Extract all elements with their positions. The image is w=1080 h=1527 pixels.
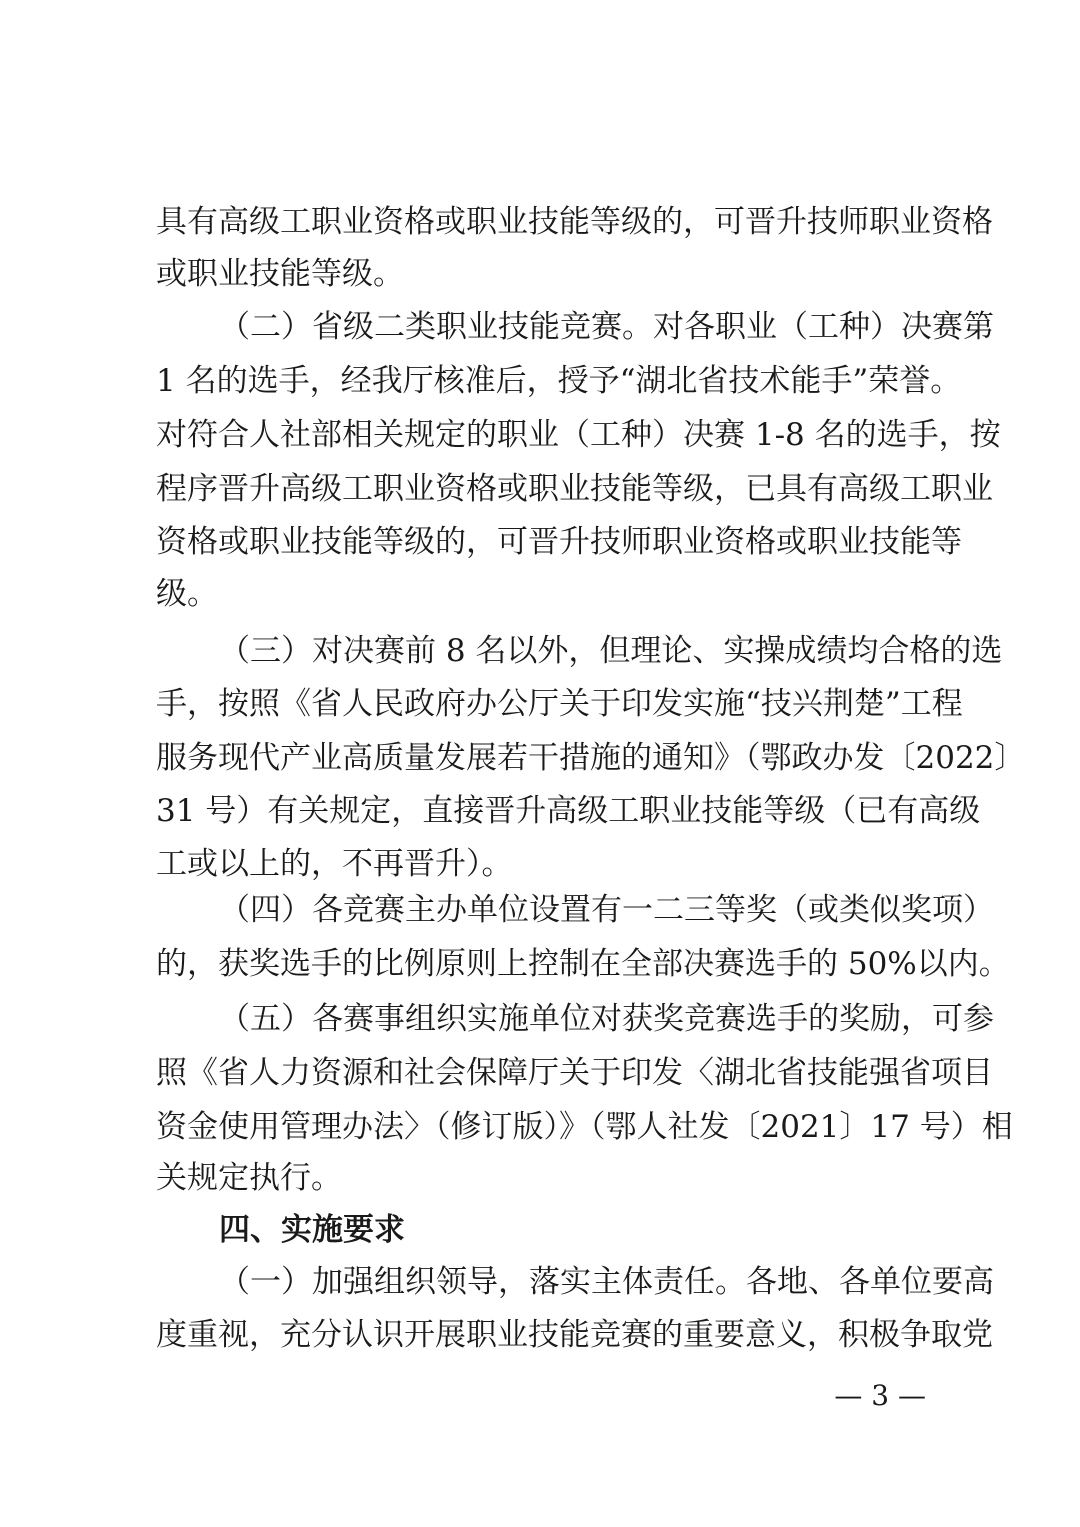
body-text-line: 的，获奖选手的比例原则上控制在全部决赛选手的 50%以内。 [156, 946, 1010, 982]
body-text-line: 度重视，充分认识开展职业技能竞赛的重要意义，积极争取党 [156, 1317, 993, 1353]
body-text-line: 资金使用管理办法〉（修订版）》（鄂人社发〔2021〕17 号）相 [156, 1109, 1013, 1145]
body-text-line: 服务现代产业高质量发展若干措施的通知》（鄂政办发〔2022〕 [156, 740, 1026, 776]
paragraph-first-line: （三）对决赛前 8 名以外，但理论、实操成绩均合格的选 [219, 633, 1003, 669]
paragraph-first-line: （一）加强组织领导，落实主体责任。各地、各单位要高 [219, 1264, 994, 1300]
section-heading: 四、实施要求 [219, 1212, 405, 1248]
body-text-line: 照《省人力资源和社会保障厅关于印发〈湖北省技能强省项目 [156, 1055, 993, 1091]
body-text-line: 1 名的选手，经我厅核准后，授予“湖北省技术能手”荣誉。 [156, 363, 962, 399]
body-text-line: 31 号）有关规定，直接晋升高级工职业技能等级（已有高级 [156, 793, 981, 829]
page-number: — 3 — [834, 1379, 926, 1412]
body-text-line: 资格或职业技能等级的，可晋升技师职业资格或职业技能等 [156, 524, 962, 560]
paragraph-first-line: （五）各赛事组织实施单位对获奖竞赛选手的奖励，可参 [219, 1001, 994, 1037]
body-text-line: 对符合人社部相关规定的职业（工种）决赛 1-8 名的选手，按 [156, 417, 1001, 453]
body-text-line: 具有高级工职业资格或职业技能等级的，可晋升技师职业资格 [156, 204, 993, 240]
body-text-line: 手，按照《省人民政府办公厅关于印发实施“技兴荆楚”工程 [156, 686, 963, 722]
body-text-line: 或职业技能等级。 [156, 256, 404, 292]
body-text-line: 程序晋升高级工职业资格或职业技能等级，已具有高级工职业 [156, 471, 993, 507]
body-text-line: 工或以上的，不再晋升）。 [156, 846, 513, 882]
paragraph-first-line: （四）各竞赛主办单位设置有一二三等奖（或类似奖项） [219, 892, 994, 928]
body-text-line: 级。 [156, 576, 218, 612]
paragraph-first-line: （二）省级二类职业技能竞赛。对各职业（工种）决赛第 [219, 309, 994, 345]
body-text-line: 关规定执行。 [156, 1160, 342, 1196]
